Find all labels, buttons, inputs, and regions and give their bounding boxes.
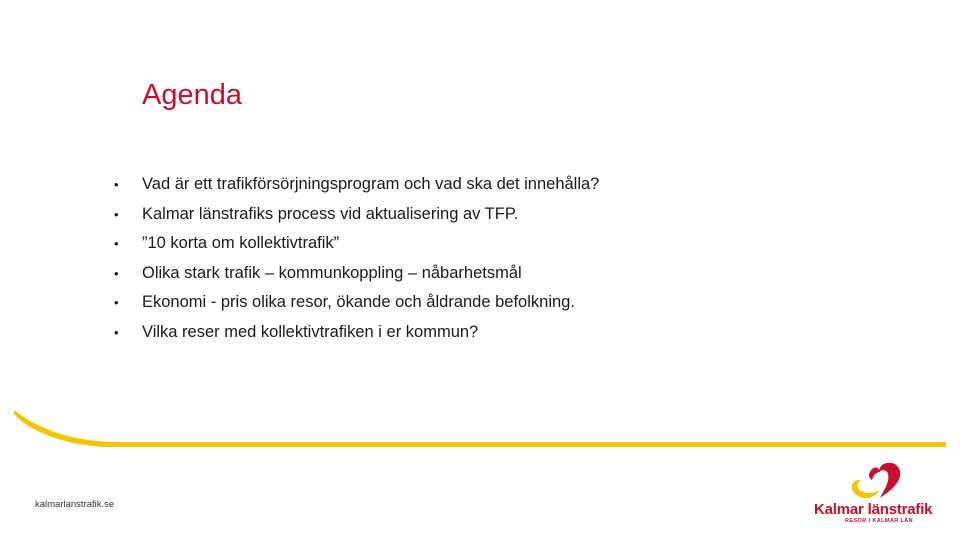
list-item	[114, 200, 599, 230]
list-item	[114, 318, 599, 348]
bullet-icon: •	[114, 265, 119, 281]
bullet-icon: •	[114, 236, 119, 252]
list-item-text: Ekonomi - pris olika resor, ökande och åldrande befolkning.	[142, 293, 575, 312]
list-item-text: Olika stark trafik – kommunkoppling – nåbarhetsmål	[142, 263, 522, 282]
list-item	[114, 170, 599, 200]
list-item-text: Vad är ett trafikförsörjningsprogram och vad ska det innehålla?	[142, 175, 600, 194]
company-logo	[810, 460, 934, 524]
logo-tagline: RESOR I KALMAR LÄN	[845, 518, 914, 524]
footer-website-url: kalmarlanstrafik.se	[35, 499, 115, 510]
heart-logo-icon	[846, 460, 906, 502]
bullet-icon: •	[114, 324, 119, 340]
list-item	[114, 259, 599, 289]
bullet-icon: •	[114, 295, 119, 311]
bullet-icon: •	[114, 206, 119, 222]
list-item-text: Kalmar länstrafiks process vid aktualisering av TFP.	[142, 204, 519, 223]
yellow-swoosh-decoration	[0, 400, 960, 460]
list-item-text: Vilka reser med kollektivtrafiken i er kommun?	[142, 322, 479, 341]
list-item	[114, 229, 599, 259]
logo-wordmark: Kalmar länstrafik	[814, 501, 933, 518]
slide-title: Agenda	[142, 79, 242, 111]
list-item-text: ”10 korta om kollektivtrafik”	[142, 234, 340, 253]
list-item	[114, 288, 599, 318]
bullet-icon: •	[114, 177, 119, 193]
agenda-list	[114, 170, 599, 347]
